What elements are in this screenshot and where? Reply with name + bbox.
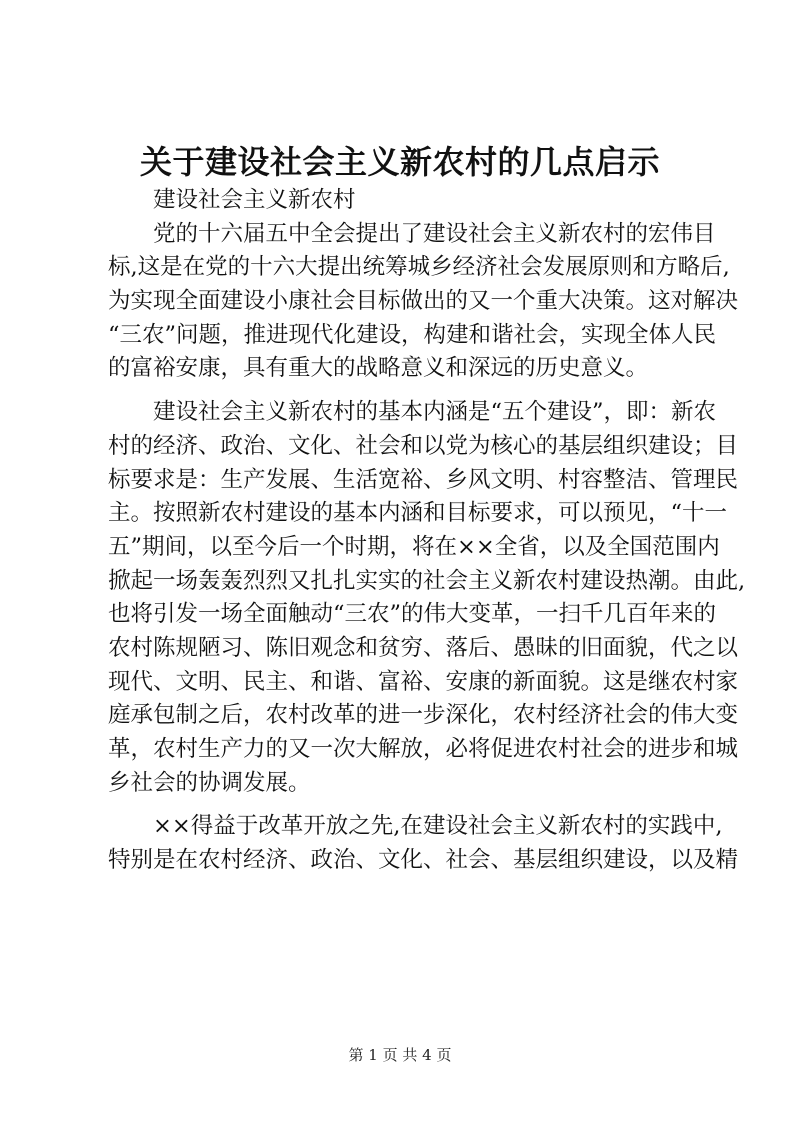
- paragraph-line: 主。按照新农村建设的基本内涵和目标要求，可以预见，“十一: [108, 500, 728, 527]
- paragraph-line: 村的经济、政治、文化、社会和以党为核心的基层组织建设；目: [108, 432, 739, 459]
- paragraph-line: 庭承包制之后，农村改革的进一步深化，农村经济社会的伟大变: [108, 702, 739, 729]
- document-body: [108, 184, 746, 878]
- paragraph-line: 乡社会的协调发展。: [108, 769, 311, 796]
- paragraph-line: “三农”问题，推进现代化建设，构建和谐社会，实现全体人民: [108, 321, 717, 348]
- paragraph-1: [108, 218, 739, 386]
- section-heading: 建设社会主义新农村: [153, 187, 356, 213]
- paragraph-line: 标,这是在党的十六大提出统筹城乡经济社会发展原则和方略后,: [108, 254, 730, 281]
- paragraph-line: 特别是在农村经济、政治、文化、社会、基层组织建设，以及精: [108, 847, 739, 874]
- paragraph-3: [108, 810, 739, 877]
- paragraph-line: ××得益于改革开放之先,在建设社会主义新农村的实践中,: [153, 813, 723, 840]
- paragraph-line: 党的十六届五中全会提出了建设社会主义新农村的宏伟目: [153, 220, 716, 247]
- paragraph-line: 现代、文明、民主、和谐、富裕、安康的新面貌。这是继农村家: [108, 668, 739, 695]
- paragraph-line: 的富裕安康，具有重大的战略意义和深远的历史意义。: [108, 355, 649, 382]
- paragraph-line: 掀起一场轰轰烈烈又扎扎实实的社会主义新农村建设热潮。由此,: [108, 567, 746, 594]
- paragraph-line: 建设社会主义新农村的基本内涵是“五个建设”，即：新农: [153, 399, 717, 426]
- paragraph-line: 为实现全面建设小康社会目标做出的又一个重大决策。这对解决: [108, 288, 739, 315]
- paragraph-line: 也将引发一场全面触动“三农”的伟大变革，一扫千几百年来的: [108, 601, 717, 628]
- page-footer: 第 1 页 共 4 页: [348, 1046, 452, 1064]
- paragraph-line: 农村陈规陋习、陈旧观念和贫穷、落后、愚昧的旧面貌，代之以: [108, 634, 739, 661]
- paragraph-2: [108, 396, 746, 800]
- paragraph-line: 革，农村生产力的又一次大解放，必将促进农村社会的进步和城: [108, 736, 739, 762]
- document-title: 关于建设社会主义新农村的几点启示: [139, 143, 660, 181]
- paragraph-line: 五”期间，以至今后一个时期，将在××全省，以及全国范围内: [108, 533, 720, 560]
- paragraph-line: 标要求是：生产发展、生活宽裕、乡风文明、村容整洁、管理民: [108, 466, 739, 493]
